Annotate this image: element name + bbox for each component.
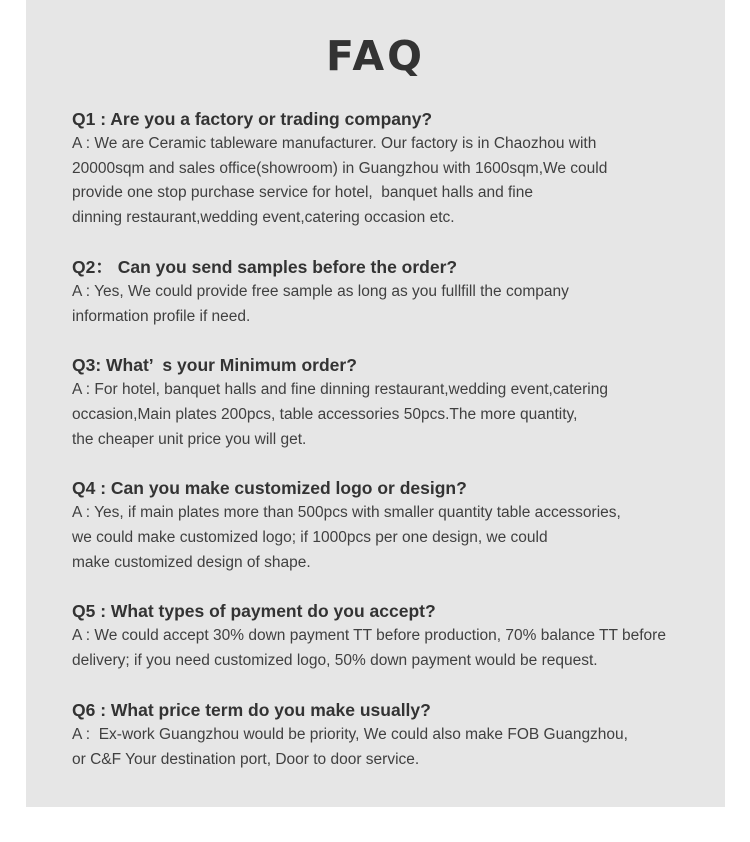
- faq-answer: [72, 723, 712, 772]
- faq-panel: [26, 0, 725, 807]
- faq-question: Q3: What’ s your Minimum order?: [72, 355, 357, 376]
- faq-answer: [72, 280, 712, 329]
- answer-line: delivery; if you need customized logo, 50% down payment would be request.: [72, 652, 598, 670]
- answer-line: A : Yes, We could provide free sample as long as you fullfill the company: [72, 282, 569, 300]
- faq-answer: [72, 132, 712, 231]
- answer-line: A : Yes, if main plates more than 500pcs with smaller quantity table accessories,: [72, 504, 621, 522]
- answer-line: occasion,Main plates 200pcs, table accessories 50pcs.The more quantity,: [72, 405, 578, 423]
- answer-line: provide one stop purchase service for hotel, banquet halls and fine: [72, 184, 533, 202]
- answer-line: A : For hotel, banquet halls and fine dinning restaurant,wedding event,catering: [72, 381, 608, 399]
- faq-question: Q6 : What price term do you make usually?: [72, 699, 431, 720]
- answer-line: the cheaper unit price you will get.: [72, 430, 307, 448]
- page-title: FAQ: [326, 32, 425, 80]
- faq-answer: [72, 624, 712, 673]
- faq-item-q3: [72, 353, 712, 452]
- faq-question: Q5 : What types of payment do you accept?: [72, 601, 436, 622]
- faq-item-q4: [72, 476, 712, 575]
- answer-line: A : Ex-work Guangzhou would be priority, We could also make FOB Guangzhou,: [72, 725, 628, 743]
- faq-list: [72, 107, 712, 796]
- faq-item-q5: [72, 599, 712, 673]
- faq-question: Q2： Can you send samples before the order?: [72, 256, 458, 277]
- faq-item-q1: [72, 107, 712, 231]
- faq-answer: [72, 501, 712, 575]
- answer-line: we could make customized logo; if 1000pcs per one design, we could: [72, 529, 548, 547]
- faq-answer: [72, 378, 712, 452]
- answer-line: information profile if need.: [72, 307, 251, 325]
- answer-line: dinning restaurant,wedding event,catering occasion etc.: [72, 209, 455, 227]
- answer-line: 20000sqm and sales office(showroom) in Guangzhou with 1600sqm,We could: [72, 159, 608, 177]
- answer-line: or C&F Your destination port, Door to door service.: [72, 750, 420, 768]
- faq-item-q6: [72, 698, 712, 772]
- answer-line: A : We are Ceramic tableware manufacturer. Our factory is in Chaozhou with: [72, 135, 597, 152]
- faq-item-q2: [72, 255, 712, 329]
- answer-line: A : We could accept 30% down payment TT before production, 70% balance TT before: [72, 627, 666, 645]
- faq-question: Q4 : Can you make customized logo or design?: [72, 478, 467, 499]
- faq-question: Q1 : Are you a factory or trading company?: [72, 109, 433, 129]
- answer-line: make customized design of shape.: [72, 553, 311, 571]
